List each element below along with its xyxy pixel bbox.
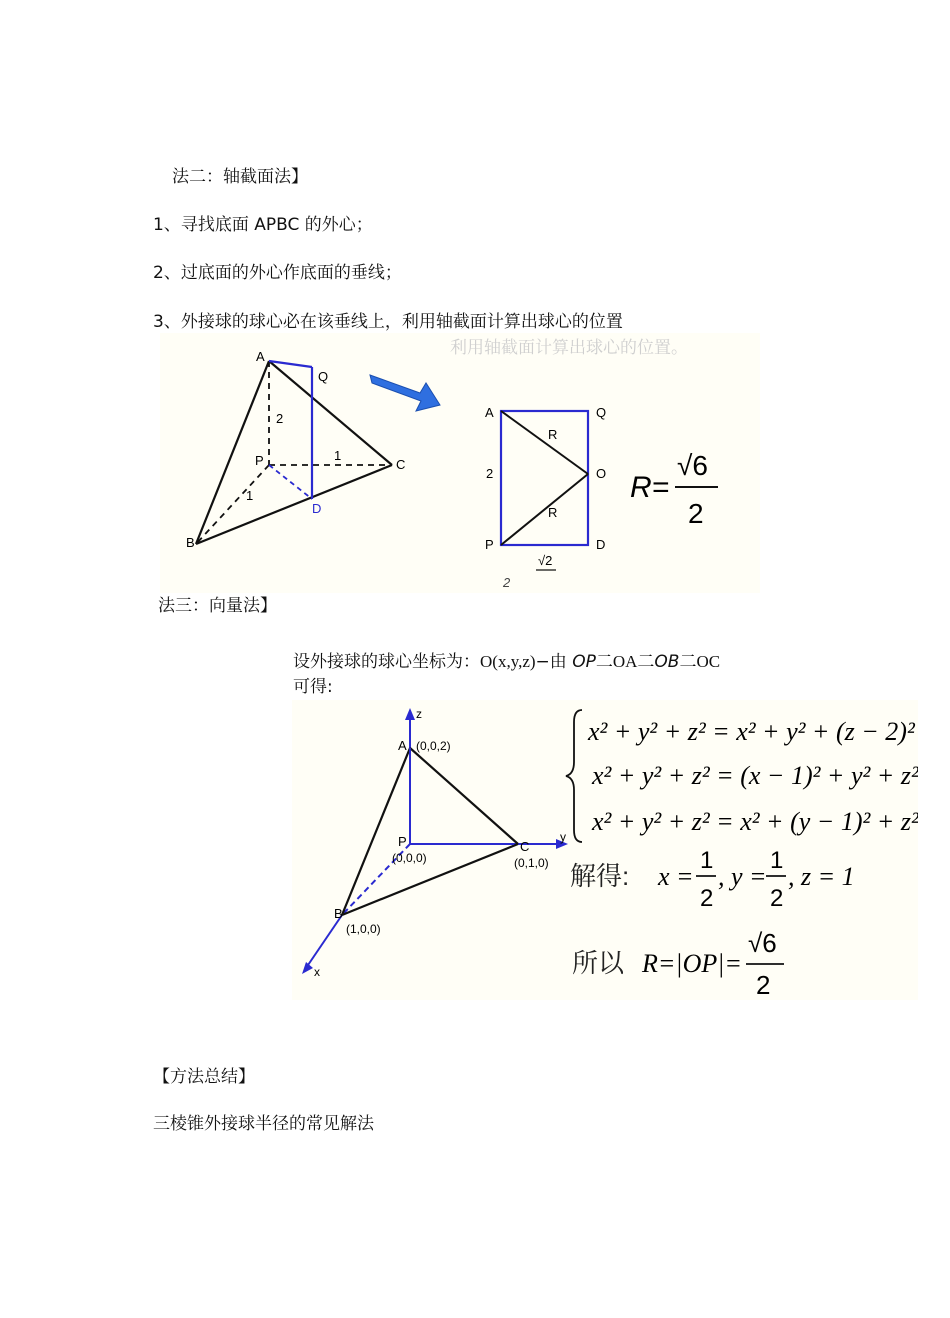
solve-x-num: 1 xyxy=(700,847,714,874)
len-1-pc: 1 xyxy=(334,448,342,463)
method3-line1 xyxy=(293,652,720,672)
rect-P: P xyxy=(485,537,494,552)
pt-B2: B xyxy=(334,906,343,921)
method2-step2: 2、过底面的外心作底面的垂线； xyxy=(153,263,402,283)
pt-P2: P xyxy=(398,834,407,849)
rect-R2: R xyxy=(548,505,558,520)
rect-Q: Q xyxy=(596,405,607,420)
faded-caption: 利用轴截面计算出球心的位置。 xyxy=(450,338,688,357)
rect-A: A xyxy=(485,405,494,420)
formula-den: 2 xyxy=(688,498,704,529)
so-label: 所以 xyxy=(572,948,625,978)
summary-line: 三棱锥外接球半径的常见解法 xyxy=(153,1114,374,1134)
rect-D: D xyxy=(596,537,606,552)
rect-2: 2 xyxy=(486,466,494,481)
pt-B: B xyxy=(186,535,195,550)
equation-1: x² + y² + z² = x² + y² + (z − 2)² xyxy=(588,717,915,746)
summary-heading: 【方法总结】 xyxy=(153,1067,255,1087)
pt-A: A xyxy=(256,349,265,364)
figure-axial-section xyxy=(160,333,760,593)
pt-C: C xyxy=(396,457,406,472)
solve-x-den: 2 xyxy=(700,885,714,912)
solve-z: , z = 1 xyxy=(788,862,855,891)
figure-vector-method xyxy=(292,700,918,1000)
pt-Q: Q xyxy=(318,369,329,384)
axis-x: x xyxy=(314,965,320,979)
line1-prefix: 设外接球的球心坐标为： xyxy=(293,652,480,672)
so-num: √6 xyxy=(748,928,777,958)
pt-C2: C xyxy=(520,839,530,854)
so-expr: R=|OP|= xyxy=(642,949,742,978)
solve-y-den: 2 xyxy=(770,885,784,912)
method2-step3: 3、外接球的球心必在该垂线上，利用轴截面计算出球心的位置 xyxy=(153,312,623,332)
pt-P2-coord: (0,0,0) xyxy=(392,851,427,865)
rect-stray-2: 2 xyxy=(503,575,511,590)
len-1-pb: 1 xyxy=(246,488,254,503)
axis-z: z xyxy=(416,707,422,721)
line1-eq2: 二 xyxy=(637,652,655,672)
line1-ob: OB xyxy=(654,652,680,672)
pt-B2-coord: (1,0,0) xyxy=(346,922,381,936)
formula-num: √6 xyxy=(677,450,708,481)
axis-y: y xyxy=(560,830,566,844)
line1-op: OP xyxy=(572,652,596,672)
rect-R1: R xyxy=(548,427,558,442)
method3-heading: 法三：向量法】 xyxy=(158,596,277,616)
pt-P: P xyxy=(255,453,264,468)
line1-oa: OA xyxy=(612,652,638,671)
formula-lhs: R= xyxy=(630,471,670,504)
solve-y-num: 1 xyxy=(770,847,784,874)
solve-x: x = xyxy=(658,862,694,891)
method2-step1: 1、寻找底面 APBC 的外心； xyxy=(153,215,373,235)
pt-D: D xyxy=(312,501,322,516)
so-den: 2 xyxy=(756,970,771,1000)
method3-line2: 可得: xyxy=(293,677,333,697)
len-2: 2 xyxy=(276,411,284,426)
pt-A2: A xyxy=(398,738,407,753)
line1-eq1: 二 xyxy=(595,652,613,672)
line1-mid: −由 xyxy=(535,652,573,672)
pt-A2-coord: (0,0,2) xyxy=(416,739,451,753)
equation-2: x² + y² + z² = (x − 1)² + y² + z² xyxy=(592,761,918,790)
line1-eq3: 二 xyxy=(679,652,697,672)
line1-coord: O(x,y,z) xyxy=(480,652,536,671)
rect-O: O xyxy=(596,466,607,481)
equation-3: x² + y² + z² = x² + (y − 1)² + z² xyxy=(592,807,918,836)
solve-y: , y = xyxy=(718,862,767,891)
solve-label: 解得: xyxy=(570,861,630,891)
pt-C2-coord: (0,1,0) xyxy=(514,856,549,870)
line1-oc: OC xyxy=(696,652,721,671)
method2-heading: 法二：轴截面法】 xyxy=(172,167,308,187)
rect-sqrt2: √2 xyxy=(538,553,553,568)
